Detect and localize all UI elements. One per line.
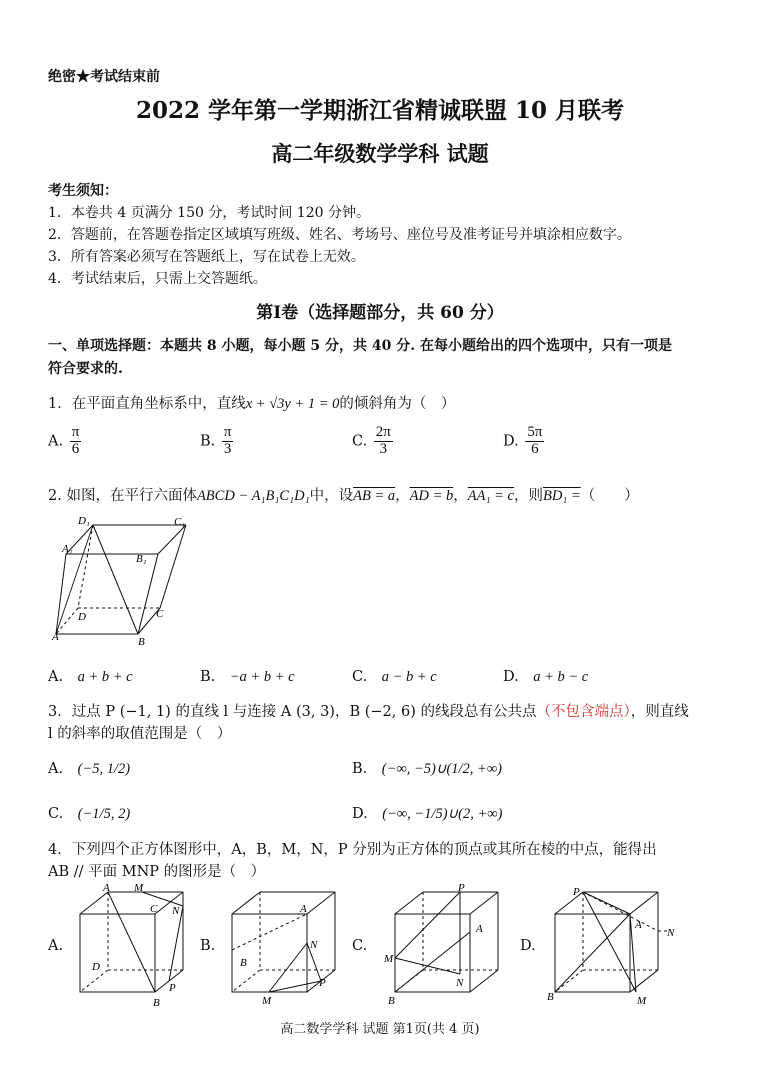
label-b1: B₁ [136, 553, 147, 565]
label-b: B [138, 636, 145, 648]
cube-figure-d [543, 882, 683, 1012]
notice-item: 3．所有答案必须写在答题纸上，写在试卷上无效。 [48, 249, 365, 265]
q1-option-a: A. $\frac{\pi}{6}$ [48, 424, 80, 457]
page-footer: 高二数学学科 试题 第1页(共 4 页) [280, 1022, 480, 1037]
q4-option-a-label: A. [48, 938, 64, 954]
q4-stem: 4．下列四个正方体图形中，A，B，M，N，P 分别为正方体的顶点或其所在棱的中点，能得出 [48, 842, 657, 858]
cube-b-label-p: P [319, 977, 326, 989]
cube-a-label-a: A [103, 882, 110, 894]
q4-option-b-label: B. [200, 938, 216, 954]
q2-stem: 2. 如图，在平行六面体ABCD − A₁B₁C₁D₁中，设AB = a，AD = b，AA₁ = c，则BD₁ =（ ） [48, 488, 639, 504]
notice-item: 2．答题前，在答题卷指定区域填写班级、姓名、考场号、座位号及准考证号并填涂相应数字。 [48, 227, 631, 243]
label-a1: A₁ [62, 543, 73, 555]
label-c: C [156, 608, 164, 620]
section-instruction: 一、单项选择题：本题共 8 小题，每小题 5 分，共 40 分. 在每小题给出的四个选项中，只有一项是 [48, 338, 672, 354]
cube-c-label-b: B [388, 995, 395, 1007]
cube-c-label-p: P [458, 882, 465, 894]
cube-b-label-b: B [240, 957, 247, 969]
notice-heading: 考生须知： [48, 183, 118, 199]
cube-b-label-a: A [300, 903, 307, 915]
cube-b-label-m: M [262, 995, 272, 1007]
parallelepiped-figure [48, 512, 198, 650]
q4-option-d-label: D. [520, 938, 536, 954]
cube-a-label-c: C [150, 903, 158, 915]
label-d1: D₁ [78, 515, 90, 527]
cube-d-label-p: P [573, 886, 580, 898]
cube-a-label-d: D [92, 961, 100, 973]
q3-option-d: D. (−∞, −1/5)∪(2, +∞) [352, 806, 503, 822]
q3-option-b: B. (−∞, −5)∪(1/2, +∞) [352, 761, 502, 777]
label-a: A [52, 631, 59, 643]
notice-item: 4．考试结束后，只需上交答题纸。 [48, 271, 267, 287]
cube-a-label-n: N [172, 905, 180, 917]
exam-title: 2022 学年第一学期浙江省精诚联盟 10 月联考 [135, 97, 625, 124]
section-instruction-cont: 符合要求的. [48, 361, 123, 377]
label-c1: C₁ [174, 516, 186, 528]
q2-option-c: C. a − b + c [352, 669, 437, 685]
cube-a-label-b: B [153, 997, 160, 1009]
q3-stem: 3．过点 P (−1, 1) 的直线 l 与连接 A (3, 3)，B (−2, 6) 的线段总有公共点（不包含端点），则直线 [48, 704, 689, 720]
exam-subtitle: 高二年级数学学科 试题 [271, 141, 489, 166]
q1-option-c: C. $\frac{2\pi}{3}$ [352, 424, 391, 457]
q1-option-b: B. $\frac{\pi}{3}$ [200, 424, 232, 457]
cube-c-label-n: N [456, 977, 464, 989]
q3-note: （不包含端点） [536, 704, 631, 720]
cube-c-label-m: M [384, 953, 394, 965]
cube-figure-b [224, 882, 344, 1012]
cube-a-label-m: M [134, 882, 144, 894]
q3-option-c: C. (−1/5, 2) [48, 806, 131, 822]
cube-b-label-n: N [310, 939, 318, 951]
cube-d-label-a: A [635, 919, 642, 931]
cube-d-label-b: B [547, 991, 554, 1003]
q1-option-d: D. $\frac{5\pi}{6}$ [503, 424, 543, 457]
q3-stem-cont: l 的斜率的取值范围是（ ） [48, 726, 232, 742]
cube-a-label-p: P [169, 982, 176, 994]
cube-figure-c [380, 882, 510, 1012]
q2-option-a: A. a + b + c [48, 669, 133, 685]
label-d: D [78, 611, 86, 623]
q2-option-d: D. a + b − c [503, 669, 589, 685]
q2-option-b: B. −a + b + c [200, 669, 295, 685]
q4-option-c-label: C. [352, 938, 368, 954]
cube-figure-a [72, 882, 192, 1012]
cube-c-label-a: A [476, 923, 483, 935]
q3-option-a: A. (−5, 1/2) [48, 761, 131, 777]
notice-item: 1．本卷共 4 页满分 150 分，考试时间 120 分钟。 [48, 205, 370, 221]
q1-stem: 1．在平面直角坐标系中，直线x + √3y + 1 = 0的倾斜角为（ ） [48, 396, 456, 412]
secret-mark: 绝密★考试结束前 [48, 69, 160, 85]
section-title: 第Ⅰ卷（选择题部分，共 60 分） [256, 303, 504, 323]
q4-stem-cont: AB // 平面 MNP 的图形是（ ） [48, 864, 266, 880]
cube-d-label-m: M [637, 995, 647, 1007]
cube-d-label-n: N [667, 927, 675, 939]
